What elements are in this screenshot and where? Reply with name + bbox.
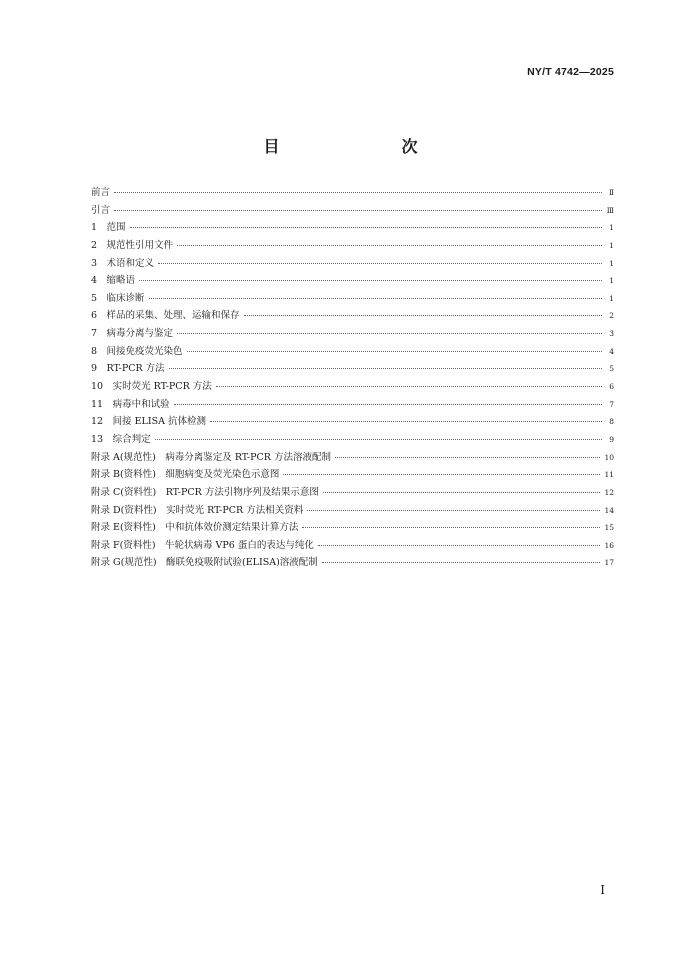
toc-entry-label: 11 病毒中和试验 <box>91 398 170 410</box>
toc-entry-12[interactable] <box>91 413 614 431</box>
toc-entry-page: 14 <box>604 505 614 515</box>
toc-entry-appendix-f[interactable] <box>91 537 614 555</box>
toc-entry-label: 1 范围 <box>91 222 126 234</box>
toc-leader-dots <box>244 315 602 316</box>
toc-entry-4[interactable] <box>91 272 614 290</box>
toc-entry-9[interactable] <box>91 360 614 378</box>
toc-entry-introduction[interactable] <box>91 202 614 220</box>
toc-entry-label: 引言 <box>91 204 111 216</box>
toc-entry-page: 6 <box>609 382 614 392</box>
toc-entry-label: 附录 A(规范性) 病毒分离鉴定及 RT-PCR 方法溶液配制 <box>91 451 331 463</box>
toc-leader-dots <box>322 562 601 563</box>
toc-entry-page: 3 <box>609 329 614 339</box>
toc-entry-page: 8 <box>609 417 614 427</box>
table-of-contents <box>91 184 614 572</box>
toc-leader-dots <box>177 245 602 246</box>
toc-leader-dots <box>169 368 602 369</box>
toc-leader-dots <box>187 351 602 352</box>
toc-entry-page: Ⅱ <box>608 188 614 197</box>
toc-leader-dots <box>283 474 600 475</box>
toc-entry-page: 1 <box>609 240 614 250</box>
toc-entry-6[interactable] <box>91 307 614 325</box>
toc-entry-label: 7 病毒分离与鉴定 <box>91 328 174 340</box>
toc-leader-dots <box>177 333 602 334</box>
toc-entry-page: 4 <box>609 346 614 356</box>
toc-entry-label: 附录 B(资料性) 细胞病变及荧光染色示意图 <box>91 469 280 481</box>
toc-entry-page: 12 <box>604 487 614 497</box>
toc-entry-page: 1 <box>609 223 614 233</box>
toc-entry-label: 3 术语和定义 <box>91 257 155 269</box>
toc-entry-page: 1 <box>609 276 614 286</box>
toc-leader-dots <box>174 404 602 405</box>
toc-leader-dots <box>149 298 602 299</box>
toc-entry-page: 9 <box>609 434 614 444</box>
toc-leader-dots <box>323 492 601 493</box>
toc-entry-2[interactable] <box>91 237 614 255</box>
toc-entry-page: Ⅲ <box>606 205 614 215</box>
toc-entry-page: 15 <box>604 523 614 533</box>
toc-entry-13[interactable] <box>91 431 614 449</box>
toc-leader-dots <box>114 192 602 193</box>
toc-entry-5[interactable] <box>91 290 614 308</box>
toc-entry-label: 前言 <box>91 187 111 198</box>
toc-leader-dots <box>318 545 601 546</box>
toc-entry-appendix-e[interactable] <box>91 519 614 537</box>
toc-entry-page: 2 <box>609 311 614 321</box>
toc-entry-label: 4 缩略语 <box>91 275 136 287</box>
toc-entry-page: 5 <box>609 364 614 374</box>
toc-leader-dots <box>155 439 602 440</box>
toc-entry-appendix-b[interactable] <box>91 466 614 484</box>
toc-entry-label: 5 临床诊断 <box>91 292 145 304</box>
toc-entry-label: 附录 E(资料性) 中和抗体效价测定结果计算方法 <box>91 522 299 534</box>
toc-entry-label: 附录 C(资料性) RT-PCR 方法引物序列及结果示意图 <box>91 486 319 498</box>
toc-entry-7[interactable] <box>91 325 614 343</box>
toc-entry-3[interactable] <box>91 255 614 273</box>
toc-entry-label: 12 间接 ELISA 抗体检测 <box>91 416 206 428</box>
toc-leader-dots <box>130 227 602 228</box>
toc-entry-page: 10 <box>604 452 614 462</box>
toc-entry-page: 17 <box>604 558 614 568</box>
toc-entry-appendix-d[interactable] <box>91 502 614 520</box>
toc-leader-dots <box>307 510 600 511</box>
standard-code: NY/T 4742—2025 <box>527 66 614 78</box>
toc-entry-label: 13 综合判定 <box>91 433 151 445</box>
toc-entry-page: 7 <box>609 399 614 409</box>
toc-entry-label: 10 实时荧光 RT-PCR 方法 <box>91 381 212 393</box>
toc-entry-page: 16 <box>604 540 614 550</box>
toc-entry-appendix-a[interactable] <box>91 449 614 467</box>
toc-leader-dots <box>114 210 602 211</box>
toc-entry-label: 附录 F(资料性) 牛轮状病毒 VP6 蛋白的表达与纯化 <box>91 539 314 551</box>
toc-leader-dots <box>335 457 600 458</box>
toc-entry-label: 2 规范性引用文件 <box>91 239 174 251</box>
toc-leader-dots <box>158 263 602 264</box>
toc-leader-dots <box>210 421 602 422</box>
toc-entry-label: 6 样品的采集、处理、运输和保存 <box>91 310 240 322</box>
toc-entry-appendix-g[interactable] <box>91 554 614 572</box>
toc-entry-appendix-c[interactable] <box>91 484 614 502</box>
toc-entry-10[interactable] <box>91 378 614 396</box>
toc-entry-label: 附录 G(规范性) 酶联免疫吸附试验(ELISA)溶液配制 <box>91 557 318 569</box>
toc-entry-page: 11 <box>604 470 614 480</box>
toc-entry-page: 1 <box>609 293 614 303</box>
toc-entry-label: 9 RT-PCR 方法 <box>91 363 165 375</box>
toc-entry-8[interactable] <box>91 343 614 361</box>
toc-entry-label: 附录 D(资料性) 实时荧光 RT-PCR 方法相关资料 <box>91 504 304 516</box>
toc-entry-page: 1 <box>609 258 614 268</box>
toc-entry-1[interactable] <box>91 219 614 237</box>
toc-entry-label: 8 间接免疫荧光染色 <box>91 345 183 357</box>
toc-leader-dots <box>302 527 600 528</box>
toc-leader-dots <box>139 280 602 281</box>
page-number: Ⅰ <box>600 883 605 897</box>
toc-entry-11[interactable] <box>91 396 614 414</box>
toc-title: 目 次 <box>263 137 448 156</box>
toc-leader-dots <box>216 386 602 387</box>
toc-entry-preface[interactable] <box>91 184 614 202</box>
